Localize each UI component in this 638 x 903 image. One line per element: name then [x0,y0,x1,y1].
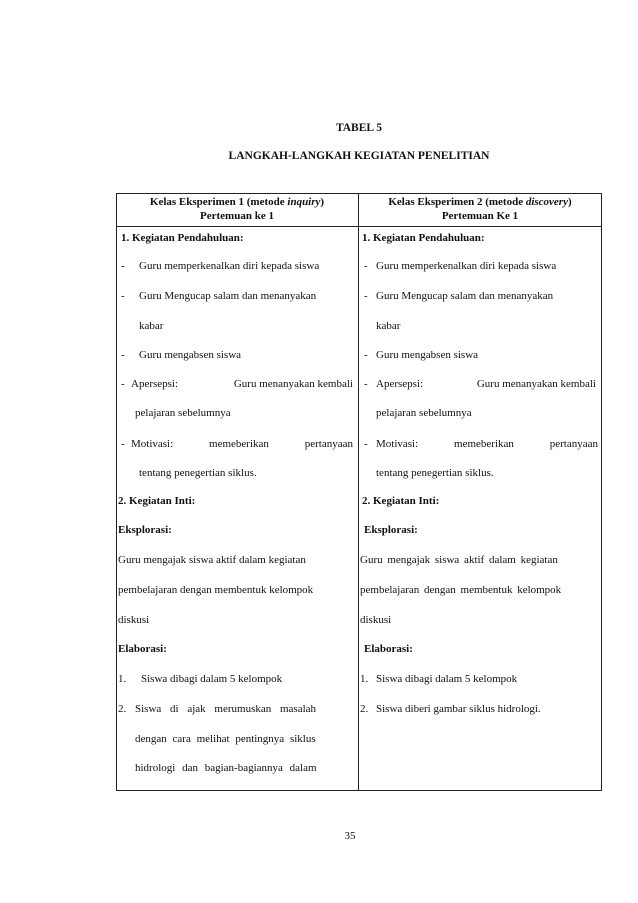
list-item: Guru mengabsen siswa [376,349,479,361]
list-item-cont: tentang penegertian siklus. [139,467,257,479]
list-item-cont: hidrologi dan bagian-bagiannya dalam [135,762,317,774]
list-item: Siswa dibagi dalam 5 kelompok [141,673,283,685]
bullet: - [121,438,125,450]
paragraph-line: pembelajaran dengan membentuk kelompok [360,584,562,596]
list-item-word: Motivasi: [376,438,419,450]
list-item: Siswa di ajak merumuskan masalah [135,703,317,715]
list-item-word: pertanyaan [549,438,598,450]
col-left [117,194,357,790]
list-item-cont: pelajaran sebelumnya [135,407,231,419]
list-item: Guru memperkenalkan diri kepada siswa [139,260,320,272]
header-col-1-line-1: Kelas Eksperimen 1 (metode inquiry) [149,196,325,208]
list-item: Guru memperkenalkan diri kepada siswa [376,260,557,272]
list-item: Siswa diberi gambar siklus hidrologi. [376,703,541,715]
bullet: - [364,438,368,450]
list-item-cont: pelajaran sebelumnya [376,407,472,419]
list-number: 1. [118,673,127,685]
bullet: - [121,378,125,390]
list-item-word: Apersepsi: [376,378,424,390]
header-col-1-line-2: Pertemuan ke 1 [200,210,274,222]
paragraph-line: Guru mengajak siswa aktif dalam kegiatan [118,554,306,566]
list-item: Guru Mengucap salam dan menanyakan [376,290,554,302]
list-item-cont: dengan cara melihat pentingnya siklus [135,733,316,745]
list-item [131,438,353,450]
list-item: Guru mengabsen siswa [139,349,242,361]
section-inti: 2. Kegiatan Inti: [362,495,440,507]
list-item-cont: kabar [376,320,401,332]
bullet: - [121,349,125,361]
section-eksplorasi: Eksplorasi: [364,524,418,536]
list-item [131,378,353,390]
bullet: - [121,290,125,302]
list-item-cont: tentang penegertian siklus. [376,467,494,479]
list-number: 2. [360,703,369,715]
list-item-word: pertanyaan [304,438,353,450]
header-col-2-line-2: Pertemuan Ke 1 [441,210,519,222]
col-right [360,194,602,790]
header-col-2-line-1: Kelas Eksperimen 2 (metode discovery) [388,196,572,208]
column-divider [358,194,359,790]
paragraph-line: pembelajaran dengan membentuk kelompok [118,584,314,596]
page-number: 35 [344,830,356,842]
list-item [376,378,596,390]
list-number: 1. [360,673,369,685]
list-item: Siswa dibagi dalam 5 kelompok [376,673,518,685]
table-subtitle: LANGKAH-LANGKAH KEGIATAN PENELITIAN [228,150,490,162]
list-item [376,438,598,450]
paragraph-line: diskusi [360,614,392,626]
list-item-cont: kabar [139,320,164,332]
section-inti: 2. Kegiatan Inti: [118,495,196,507]
section-elaborasi: Elaborasi: [118,643,167,655]
list-item-word: memeberikan [454,438,514,450]
paragraph-line: diskusi [118,614,150,626]
section-eksplorasi: Eksplorasi: [118,524,172,536]
list-item-word: Guru menanyakan kembali [476,378,596,390]
steps-table [116,193,602,791]
list-number: 2. [118,703,127,715]
section-elaborasi: Elaborasi: [364,643,413,655]
section-pendahuluan: 1. Kegiatan Pendahuluan: [121,232,244,244]
list-item-word: Guru menanyakan kembali [233,378,353,390]
bullet: - [364,349,368,361]
paragraph-line: Guru mengajak siswa aktif dalam kegiatan [360,554,558,566]
bullet: - [121,260,125,272]
list-item-word: Apersepsi: [131,378,179,390]
list-item-word: memeberikan [209,438,269,450]
list-item: Guru Mengucap salam dan menanyakan [139,290,317,302]
bullet: - [364,378,368,390]
list-item-word: Motivasi: [131,438,174,450]
bullet: - [364,290,368,302]
bullet: - [364,260,368,272]
section-pendahuluan: 1. Kegiatan Pendahuluan: [362,232,485,244]
table-title: TABEL 5 [335,122,383,134]
